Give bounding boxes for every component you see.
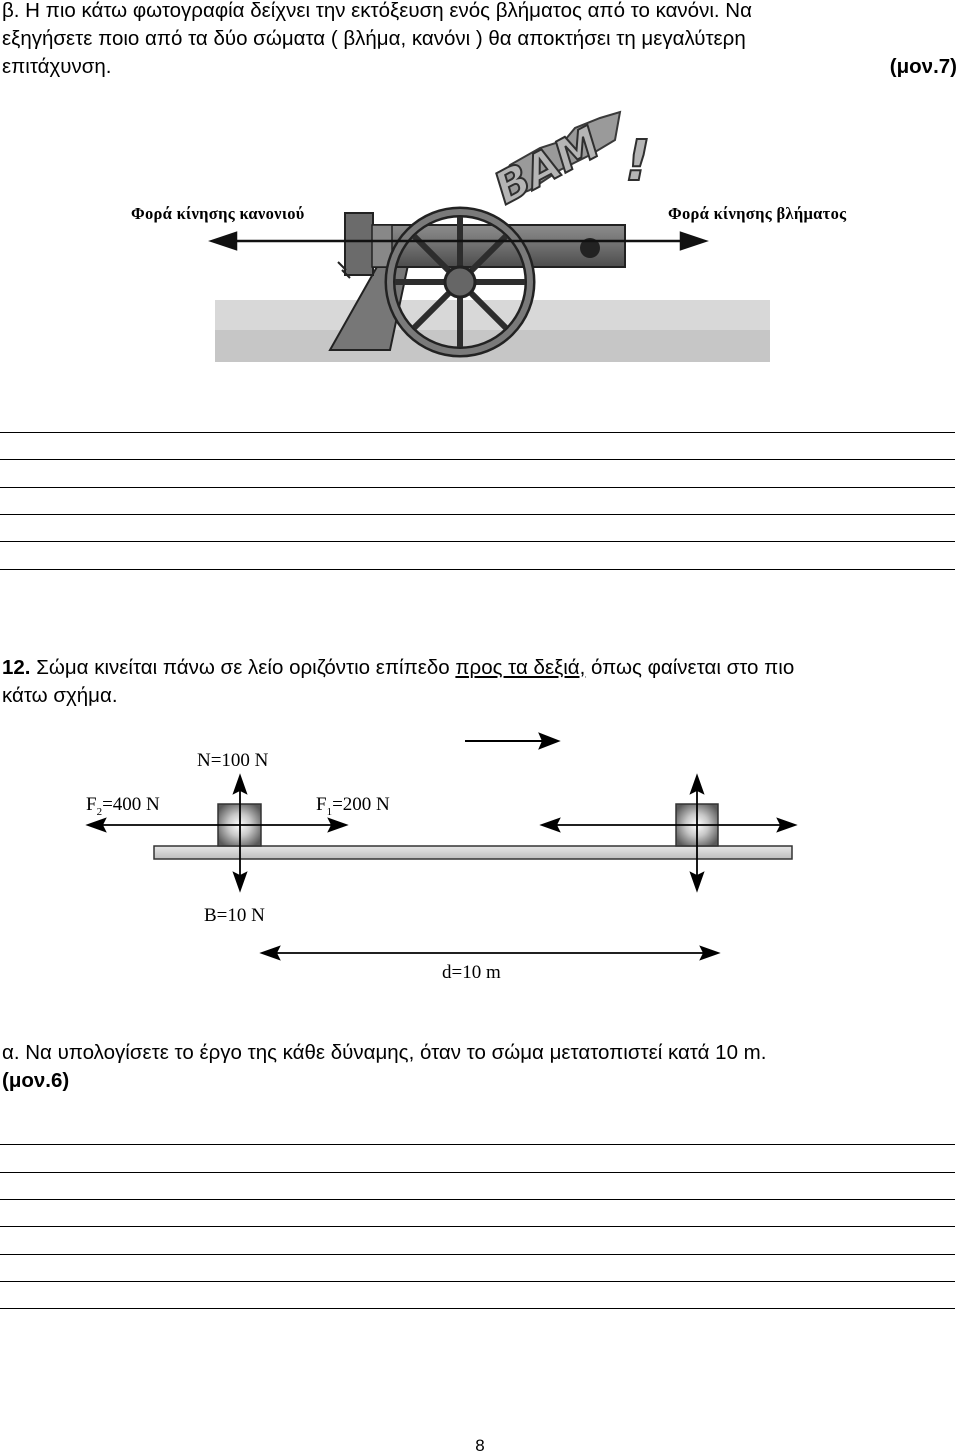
question-b-line-2: εξηγήσετε ποιο από τα δύο σώματα ( βλήμα, κανόνι ) θα αποκτήσει τη μεγαλύτερη — [2, 27, 746, 50]
answer-line[interactable] — [0, 1172, 955, 1173]
question-a — [2, 1039, 957, 1095]
answer-line[interactable] — [0, 1281, 955, 1282]
projectile-direction-label: Φορά κίνησης βλήματος — [668, 204, 847, 223]
question-a-line-1: α. Να υπολογίσετε το έργο της κάθε δύναμης, όταν το σώμα μετατοπιστεί κατά 10 m. — [2, 1041, 767, 1064]
bang-exclamation: ! — [625, 129, 651, 194]
question-a-marks: (μον.6) — [2, 1069, 70, 1092]
f2-force-arrow-final — [542, 819, 697, 831]
answer-line[interactable] — [0, 1144, 955, 1145]
f2-force-label: $F_2=400$ N — [86, 794, 160, 818]
velocity-arrow — [465, 734, 558, 748]
f2-force-arrow — [88, 819, 240, 831]
cannon-direction-label: Φορά κίνησης κανονιού — [131, 204, 305, 223]
question-b-marks: (μον.7) — [889, 55, 957, 78]
question-12-underlined: προς τα δεξιά, — [455, 656, 586, 679]
question-b-line-1: β. Η πιο κάτω φωτογραφία δείχνει την εκτόξευση ενός βλήματος από το κανόνι. Να — [2, 0, 752, 22]
normal-force-label: N=100 N — [197, 750, 269, 771]
weight-force-label: B=10 N — [204, 905, 265, 926]
answer-line[interactable] — [0, 1308, 955, 1309]
displacement-arrow — [262, 947, 718, 959]
question-12-line-2: κάτω σχήμα. — [2, 684, 118, 707]
answer-line[interactable] — [0, 1226, 955, 1227]
question-12-text-before: Σώμα κινείται πάνω σε λείο οριζόντιο επίπεδο — [30, 656, 456, 679]
question-12-text-after: όπως φαίνεται στο πιο — [585, 656, 795, 679]
f1-force-label: $F_1=200$ N — [316, 794, 390, 818]
question-b-line-3: επιτάχυνση. — [2, 55, 112, 78]
page-number: 8 — [475, 1436, 485, 1455]
answer-line[interactable] — [0, 1254, 955, 1255]
displacement-label: d=10 m — [442, 962, 501, 983]
answer-line[interactable] — [0, 1199, 955, 1200]
bang-text: BAM — [486, 117, 609, 215]
question-12-number: 12. — [2, 656, 31, 679]
